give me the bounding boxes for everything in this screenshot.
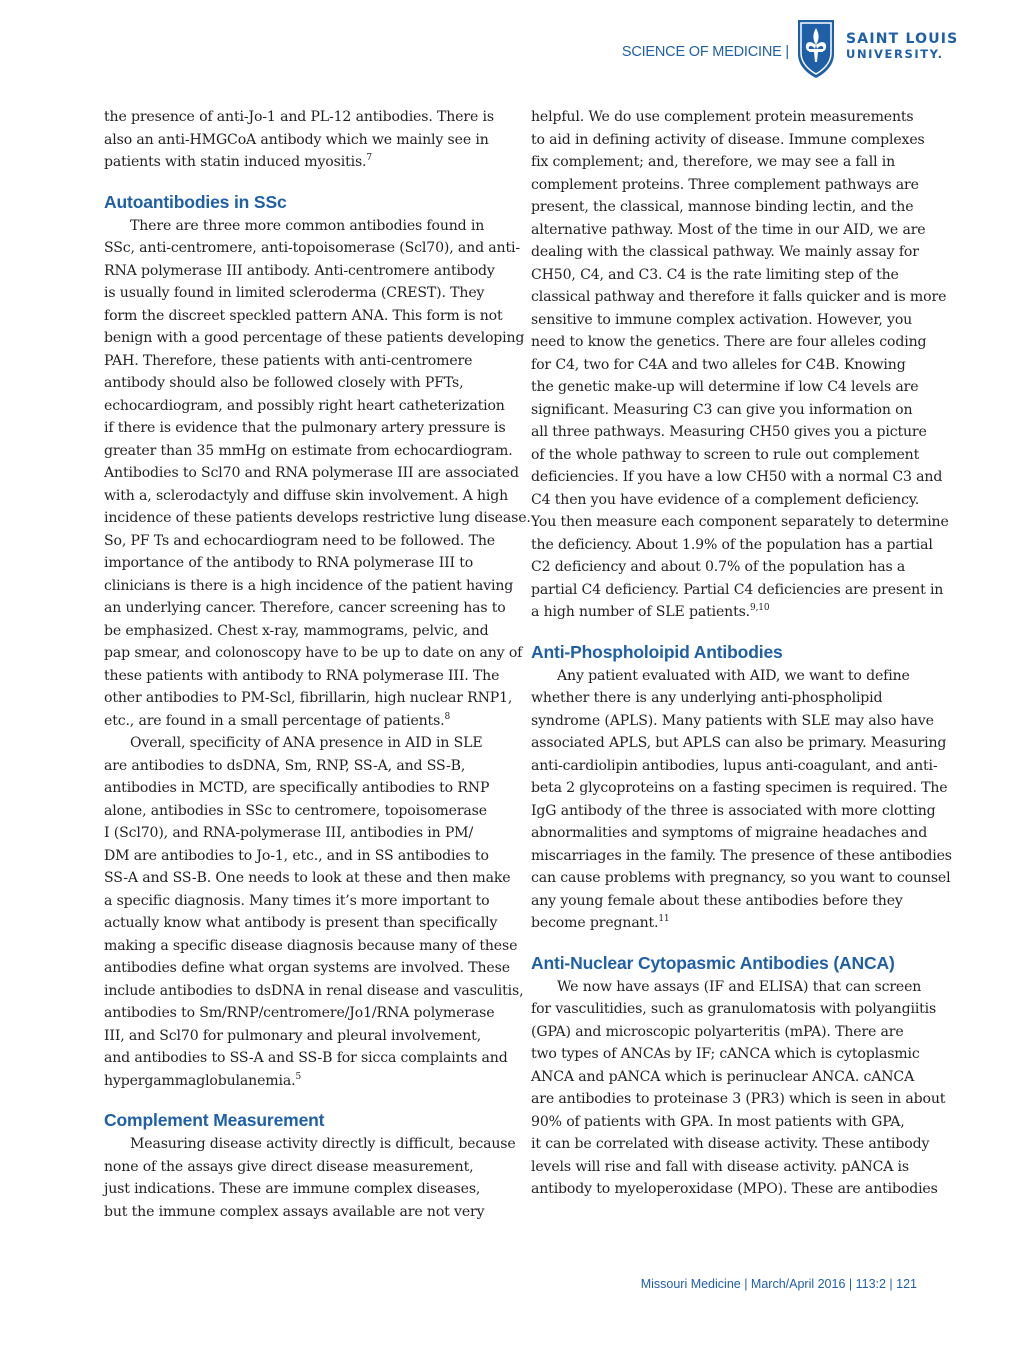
text-line: all three pathways. Measuring CH50 gives you a picture [531,424,927,440]
text-line: So, PF Ts and echocardiogram need to be followed. The [104,532,495,549]
text-line: the presence of anti-Jo-1 and PL-12 antibodies. There is [104,109,494,125]
text-line: syndrome (APLS). Many patients with SLE may also have [531,712,934,729]
text-line: C4 then you have evidence of a complement deficiency. [531,491,920,508]
text-line: beta 2 glycoproteins on a fasting specimen is required. The [531,780,948,796]
text-line: a high number of SLE patients.$^{9,10}$ [531,603,770,620]
text-line: the genetic make-up will determine if low C4 levels are [531,379,919,395]
text-line: an underlying cancer. Therefore, cancer screening has to [104,600,506,616]
text-line: two types of ANCAs by IF; cANCA which is cytoplasmic [531,1046,920,1062]
slu-shield-fleur-de-lis-icon [796,18,836,80]
text-line: pap smear, and colonoscopy have to be up to date on any of [104,645,523,661]
text-line: of the whole pathway to screen to rule out complement [531,446,920,463]
text-line: Overall, specificity of ANA presence in AID in SLE [130,735,483,751]
text-line: alone, antibodies in SSc to centromere, topoisomerase [104,802,487,819]
text-line: You then measure each component separately to determine [531,514,949,530]
brand-wordmark [846,32,958,62]
text-line: are antibodies to proteinase 3 (PR3) which is seen in about [531,1091,946,1107]
text-line: III, and Scl70 for pulmonary and pleural involvement, [104,1027,482,1044]
left-column [104,106,531,1223]
text-line: patients with statin induced myositis.$^7$ [104,153,372,170]
text-line: abnormalities and symptoms of migraine headaches and [531,825,928,841]
text-line: classical pathway and therefore it falls quicker and is more [531,289,947,305]
text-line: (GPA) and microscopic polyarteritis (mPA). There are [531,1023,904,1040]
section-heading-antiphospholipid: Anti-Phospholoipid Antibodies [531,641,783,662]
text-line: antibody to myeloperoxidase (MPO). These are antibodies [531,1181,938,1197]
section-label: SCIENCE OF MEDICINE | [621,44,789,60]
text-line: miscarriages in the family. The presence of these antibodies [531,847,952,864]
text-line: We now have assays (IF and ELISA) that can screen [557,978,922,995]
text-line: SSc, anti-centromere, anti-topoisomerase (Scl70), and anti- [104,240,520,256]
text-line: antibody should also be followed closely with PFTs, [104,375,464,391]
text-line: antibodies to Sm/RNP/centromere/Jo1/RNA polymerase [104,1005,495,1021]
text-line: hypergammaglobulanemia.$^5$ [104,1071,302,1089]
text-line: IgG antibody of the three is associated with more clotting [531,802,936,819]
text-line: associated APLS, but APLS can also be primary. Measuring [531,735,947,751]
intro-paragraph [104,106,519,174]
text-line: whether there is any underlying anti-phospholipid [531,690,883,706]
text-line: incidence of these patients develops restrictive lung disease. [104,510,531,526]
text-line: include antibodies to dsDNA in renal disease and vasculitis, [104,982,524,999]
page-footer: Missouri Medicine | March/April 2016 | 113:2 | 121 [640,1277,917,1291]
reference-superscript: 5 [295,1071,302,1082]
reference-superscript: 9,10 [750,603,770,613]
section-heading-complement: Complement Measurement [104,1110,325,1130]
text-line: DM are antibodies to Jo-1, etc., and in SS antibodies to [104,847,489,864]
text-line: RNA polymerase III antibody. Anti-centromere antibody [104,262,495,279]
text-line: these patients with antibody to RNA polymerase III. The [104,667,500,684]
text-line: C2 deficiency and about 0.7% of the population has a [531,559,906,575]
text-line: partial C4 deficiency. Partial C4 deficiencies are present in [531,581,944,598]
text-line: it can be correlated with disease activity. These antibody [531,1136,930,1152]
text-line: with a, sclerodactyly and diffuse skin involvement. A high [104,487,509,504]
brand-line-2: UNIVERSITY. [846,47,944,61]
text-line: benign with a good percentage of these patients developing [104,330,525,346]
text-line: be emphasized. Chest x-ray, mammograms, pelvic, and [104,622,489,639]
text-line: become pregnant.$^{11}$ [531,914,670,931]
text-line: Measuring disease activity directly is difficult, because [130,1136,516,1152]
text-line: for C4, two for C4A and two alleles for C4B. Knowing [531,356,906,373]
section-heading-ssc: Autoantibodies in SSc [104,191,287,212]
text-line: echocardiogram, and possibly right heart catheterization [104,397,505,414]
text-line: greater than 35 mmHg on estimate from echocardiogram. [104,442,513,459]
text-line: importance of the antibody to RNA polymerase III to [104,555,474,571]
right-column [531,106,952,1201]
text-line: levels will rise and fall with disease activity. pANCA is [531,1158,909,1175]
text-line: any young female about these antibodies before they [531,892,903,909]
text-line: making a specific disease diagnosis because many of these [104,937,518,954]
text-line: Antibodies to Scl70 and RNA polymerase III are associated [104,465,519,481]
antiphospholipid-paragraph [531,665,952,935]
complement-paragraph-continued [531,106,949,624]
text-line: if there is evidence that the pulmonary artery pressure is [104,420,506,436]
text-line: I (Scl70), and RNA-polymerase III, antibodies in PM/ [104,825,474,841]
text-line: actually know what antibody is present than specifically [104,915,498,931]
text-line: fix complement; and, therefore, we may see a fall in [531,154,896,170]
text-line: Any patient evaluated with AID, we want to define [557,667,910,684]
text-line: none of the assays give direct disease measurement, [104,1158,474,1175]
text-line: ANCA and pANCA which is perinuclear ANCA. cANCA [531,1068,915,1085]
overall-paragraph [104,732,524,1092]
text-line: also an anti-HMGCoA antibody which we mainly see in [104,131,489,148]
text-line: CH50, C4, and C3. C4 is the rate limiting step of the [531,266,899,283]
text-line: other antibodies to PM-Scl, fibrillarin, high nuclear RNP1, [104,690,513,706]
text-line: form the discreet speckled pattern ANA. This form is not [104,307,503,324]
text-line: dealing with the classical pathway. We mainly assay for [531,244,919,260]
text-line: need to know the genetics. There are four alleles coding [531,334,927,350]
text-line: significant. Measuring C3 can give you information on [531,401,913,418]
page-header [0,18,1024,88]
text-line: just indications. These are immune complex diseases, [104,1181,481,1197]
text-line: to aid in defining activity of disease. Immune complexes [531,131,925,148]
text-line: SS-A and SS-B. One needs to look at these and then make [104,870,511,886]
text-line: clinicians is there is a high incidence of the patient having [104,577,514,594]
text-line: PAH. Therefore, these patients with anti-centromere [104,352,473,369]
text-line: present, the classical, mannose binding lectin, and the [531,199,914,215]
text-line: and antibodies to SS-A and SS-B for sicca complaints and [104,1050,508,1066]
text-line: antibodies define what organ systems are involved. These [104,960,510,976]
text-line: helpful. We do use complement protein measurements [531,109,914,125]
text-line: a specific diagnosis. Many times it’s more important to [104,892,490,909]
text-line: alternative pathway. Most of the time in our AID, we are [531,221,926,238]
text-line: is usually found in limited scleroderma (CREST). They [104,285,485,301]
text-line: anti-cardiolipin antibodies, lupus anti-coagulant, and anti- [531,757,938,774]
text-line: 90% of patients with GPA. In most patients with GPA, [531,1113,905,1130]
ssc-paragraph [104,215,531,733]
complement-paragraph-start [104,1133,519,1223]
reference-superscript: 7 [366,153,372,163]
text-line: etc., are found in a small percentage of patients.$^8$ [104,711,451,729]
text-line: deficiencies. If you have a low CH50 with a normal C3 and [531,469,943,485]
reference-superscript: 8 [444,711,451,722]
text-line: the deficiency. About 1.9% of the population has a partial [531,536,933,553]
text-line: can cause problems with pregnancy, so you want to counsel [531,870,951,886]
text-line: but the immune complex assays available are not very [104,1203,485,1220]
reference-superscript: 11 [658,914,670,924]
text-line: There are three more common antibodies found in [130,217,485,234]
text-line: sensitive to immune complex activation. However, you [531,311,913,328]
brand-line-1: SAINT LOUIS [846,31,959,47]
text-line: are antibodies to dsDNA, Sm, RNP, SS-A, and SS-B, [104,757,466,774]
section-heading-anca: Anti-Nuclear Cytopasmic Antibodies (ANCA) [531,952,895,973]
text-line: for vasculitidies, such as granulomatosis with polyangiitis [531,1001,937,1017]
anca-paragraph [531,976,946,1201]
text-line: complement proteins. Three complement pathways are [531,176,919,193]
text-line: antibodies in MCTD, are specifically antibodies to RNP [104,780,490,796]
